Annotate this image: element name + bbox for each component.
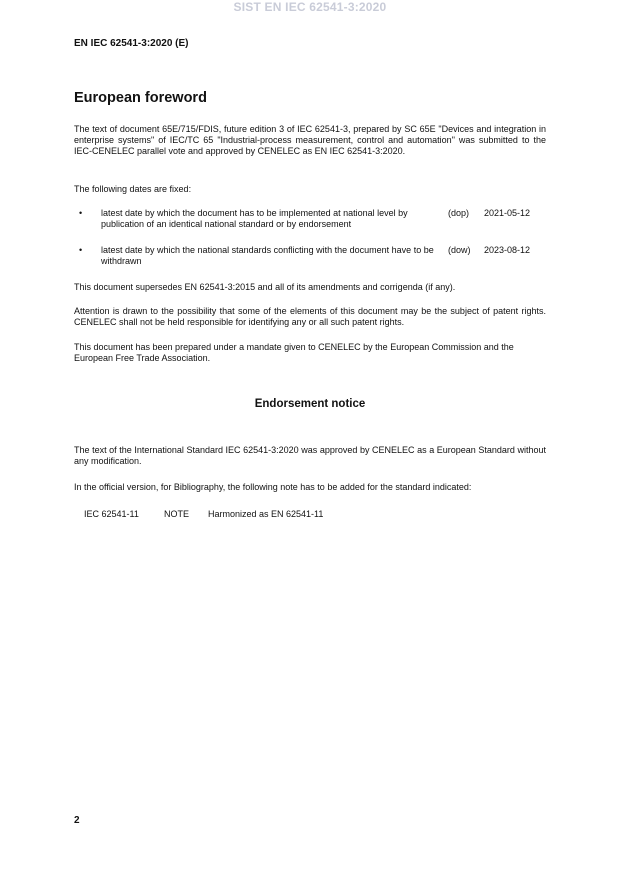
endorsement-text: The text of the International Standard IEC 62541-3:2020 was approved by CENELEC as a European Standard without any modification. xyxy=(74,445,546,466)
patent-paragraph: Attention is drawn to the possibility that some of the elements of this document may be the subject of patent rights. CENELEC shall not be held responsible for identifying any or all such patent rights. xyxy=(74,306,546,327)
watermark: SIST EN IEC 62541-3:2020 xyxy=(233,0,387,14)
bullet: • xyxy=(79,245,83,255)
date-value: 2021-05-12 xyxy=(484,208,531,218)
document-id: EN IEC 62541-3:2020 (E) xyxy=(74,38,189,49)
date-code: (dop) xyxy=(448,208,470,218)
foreword-title: European foreword xyxy=(74,90,207,106)
bibliography-intro: In the official version, for Bibliography, the following note has to be added for the standard indicated: xyxy=(74,482,472,492)
date-description: latest date by which the document has to be implemented at national level by publication of an identical national standard or by endorsement xyxy=(101,208,408,229)
date-code: (dow) xyxy=(448,245,471,255)
endorsement-title: Endorsement notice xyxy=(254,398,366,410)
note-label: NOTE xyxy=(164,509,190,519)
note-text: Harmonized as EN 62541-11 xyxy=(208,509,324,519)
dates-intro: The following dates are fixed: xyxy=(74,184,192,194)
page-number: 2 xyxy=(74,815,80,826)
note-standard: IEC 62541-11 xyxy=(84,509,139,519)
supersedes-paragraph: This document supersedes EN 62541-3:2015 and all of its amendments and corrigenda (if any). xyxy=(74,282,456,292)
date-description: latest date by which the national standards conflicting with the document have to be withdrawn xyxy=(101,245,434,266)
foreword-intro: The text of document 65E/715/FDIS, future edition 3 of IEC 62541-3, prepared by SC 65E "Devices and integration in enterprise systems" of IEC/TC 65 "Industrial-process measurement, control and automation" was submitted to the IEC-CENELEC parallel vote and approved by CENELEC as EN IEC 62541-3:2020. xyxy=(74,124,546,156)
mandate-paragraph: This document has been prepared under a mandate given to CENELEC by the European Commission and the European Free Trade Association. xyxy=(74,342,514,363)
date-value: 2023-08-12 xyxy=(484,245,531,255)
bullet: • xyxy=(79,208,83,218)
